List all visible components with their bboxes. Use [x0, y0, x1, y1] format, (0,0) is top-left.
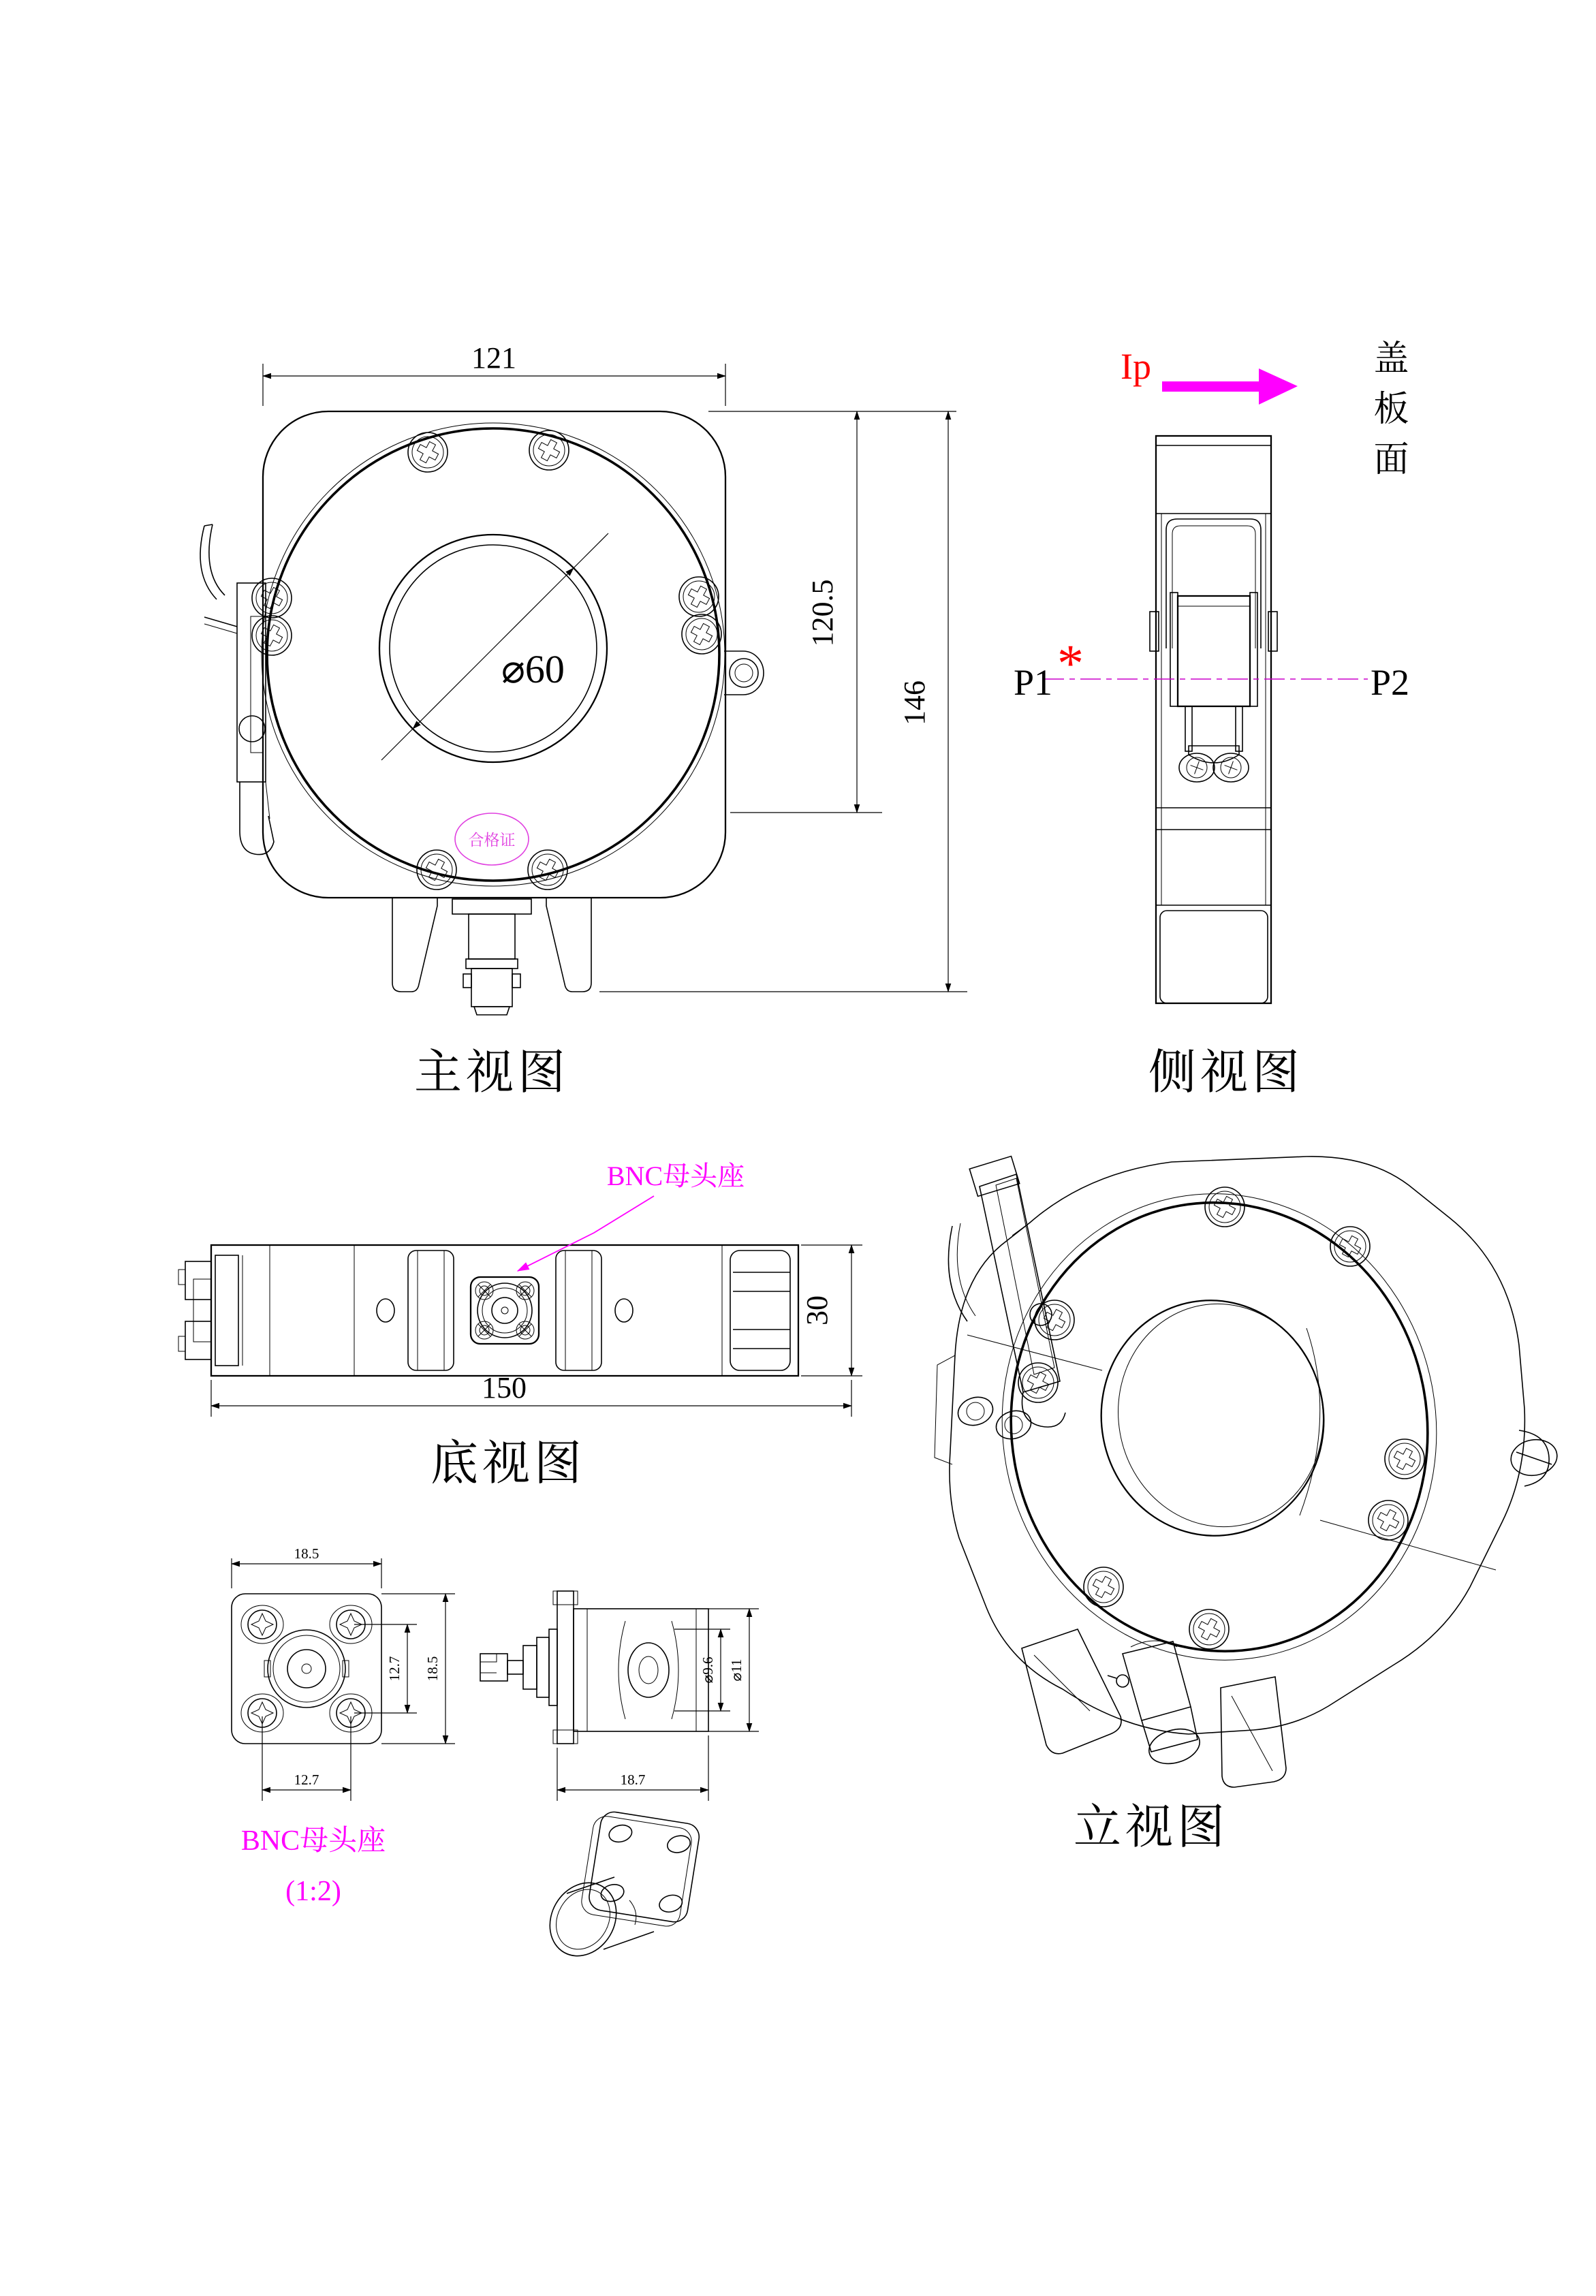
- side-view: [1014, 346, 1409, 1099]
- certificate-text: 合格证: [468, 832, 516, 849]
- bottom-right-block: [722, 1245, 790, 1376]
- screw-icon: [1205, 1187, 1245, 1227]
- iso-slotted-stub: [1508, 1430, 1560, 1486]
- dim-18-5-right-text: 18.5: [424, 1656, 441, 1682]
- bnc-callout-label: BNC母头座: [606, 1161, 745, 1191]
- screw-icon: [1084, 1567, 1123, 1607]
- dim-146: [599, 411, 967, 992]
- iso-view: [935, 1157, 1560, 1854]
- front-bnc-stub: [452, 899, 531, 1015]
- dim-18-7-text: 18.7: [620, 1772, 646, 1788]
- iso-view-label: 立视图: [1074, 1802, 1229, 1854]
- dim-18-7: [557, 1735, 708, 1801]
- ip-label: Ip: [1121, 346, 1151, 387]
- asterisk-mark: *: [1057, 633, 1084, 693]
- dim-120-5: [708, 411, 956, 813]
- iso-bnc: [1108, 1641, 1204, 1770]
- screw-icon: [1330, 1227, 1370, 1266]
- screw-icon: [252, 616, 292, 655]
- front-view-label: 主视图: [414, 1047, 569, 1099]
- bottom-view: [178, 1161, 862, 1490]
- rib-band: [408, 1251, 454, 1370]
- hole-diameter-dim: [381, 533, 608, 760]
- iso-plate-outline: [950, 1157, 1524, 1734]
- dim-11-text: ⌀11: [728, 1658, 745, 1682]
- bottom-bnc-flange: [471, 1277, 539, 1344]
- side-view-label: 侧视图: [1148, 1047, 1304, 1099]
- hole-dia-text: ⌀60: [501, 647, 565, 691]
- bnc-flange-face: [232, 1594, 381, 1744]
- screw-icon: [1189, 1609, 1229, 1649]
- dim-12-7-bottom-text: 12.7: [294, 1772, 319, 1788]
- p2-label: P2: [1371, 662, 1410, 703]
- iso-feet: [1022, 1629, 1286, 1787]
- bnc-detail-title: BNC母头座: [240, 1825, 386, 1857]
- dim-11: [708, 1609, 759, 1731]
- screw-icon: [1368, 1500, 1408, 1540]
- bnc-section-view: [480, 1591, 708, 1744]
- dim-12-7-bottom: [262, 1716, 351, 1801]
- dim-12-7-right-text: 12.7: [386, 1656, 403, 1682]
- side-latch: [1150, 519, 1277, 782]
- cover-face-label: 盖板面: [1368, 339, 1407, 490]
- dim-18-5-top-text: 18.5: [294, 1545, 319, 1562]
- dim-18-5-top: [232, 1545, 381, 1588]
- front-right-lug: [724, 651, 764, 695]
- iso-hole: [1082, 1283, 1342, 1553]
- dim-30-text: 30: [800, 1295, 834, 1325]
- p1-label: P1: [1014, 662, 1053, 703]
- dim-30: [800, 1245, 862, 1376]
- side-bottom-cap: [1160, 911, 1268, 1003]
- oval-hole: [615, 1299, 633, 1322]
- screw-icon: [1385, 1439, 1424, 1479]
- screw-icon: [682, 614, 721, 654]
- dim-12-7-right: [354, 1624, 417, 1713]
- bnc-callout-leader: [518, 1196, 654, 1271]
- side-body-outline: [1156, 436, 1271, 1003]
- dim-121-text: 121: [471, 341, 516, 375]
- rib-band: [556, 1251, 601, 1370]
- dim-9-6-text: ⌀9.6: [700, 1656, 716, 1684]
- dim-121: [263, 341, 725, 406]
- oval-hole: [377, 1299, 394, 1322]
- bnc-detail: [232, 1545, 759, 1968]
- front-body-outline: [263, 411, 725, 898]
- certificate-sticker: [455, 813, 529, 865]
- dim-150: [211, 1371, 851, 1417]
- bnc-3d-sketch: [537, 1809, 701, 1968]
- bottom-body-outline: [211, 1245, 798, 1376]
- dim-9-6: [674, 1629, 730, 1711]
- dim-120-5-text: 120.5: [806, 579, 839, 647]
- dim-146-text: 146: [898, 680, 931, 725]
- front-view: [200, 341, 967, 1099]
- bnc-detail-scale: (1:2): [285, 1876, 341, 1907]
- bottom-view-label: 底视图: [431, 1438, 586, 1490]
- dim-150-text: 150: [482, 1371, 527, 1404]
- front-legs: [392, 898, 591, 992]
- ip-arrow-icon: [1162, 368, 1298, 405]
- screw-icon: [1035, 1300, 1074, 1340]
